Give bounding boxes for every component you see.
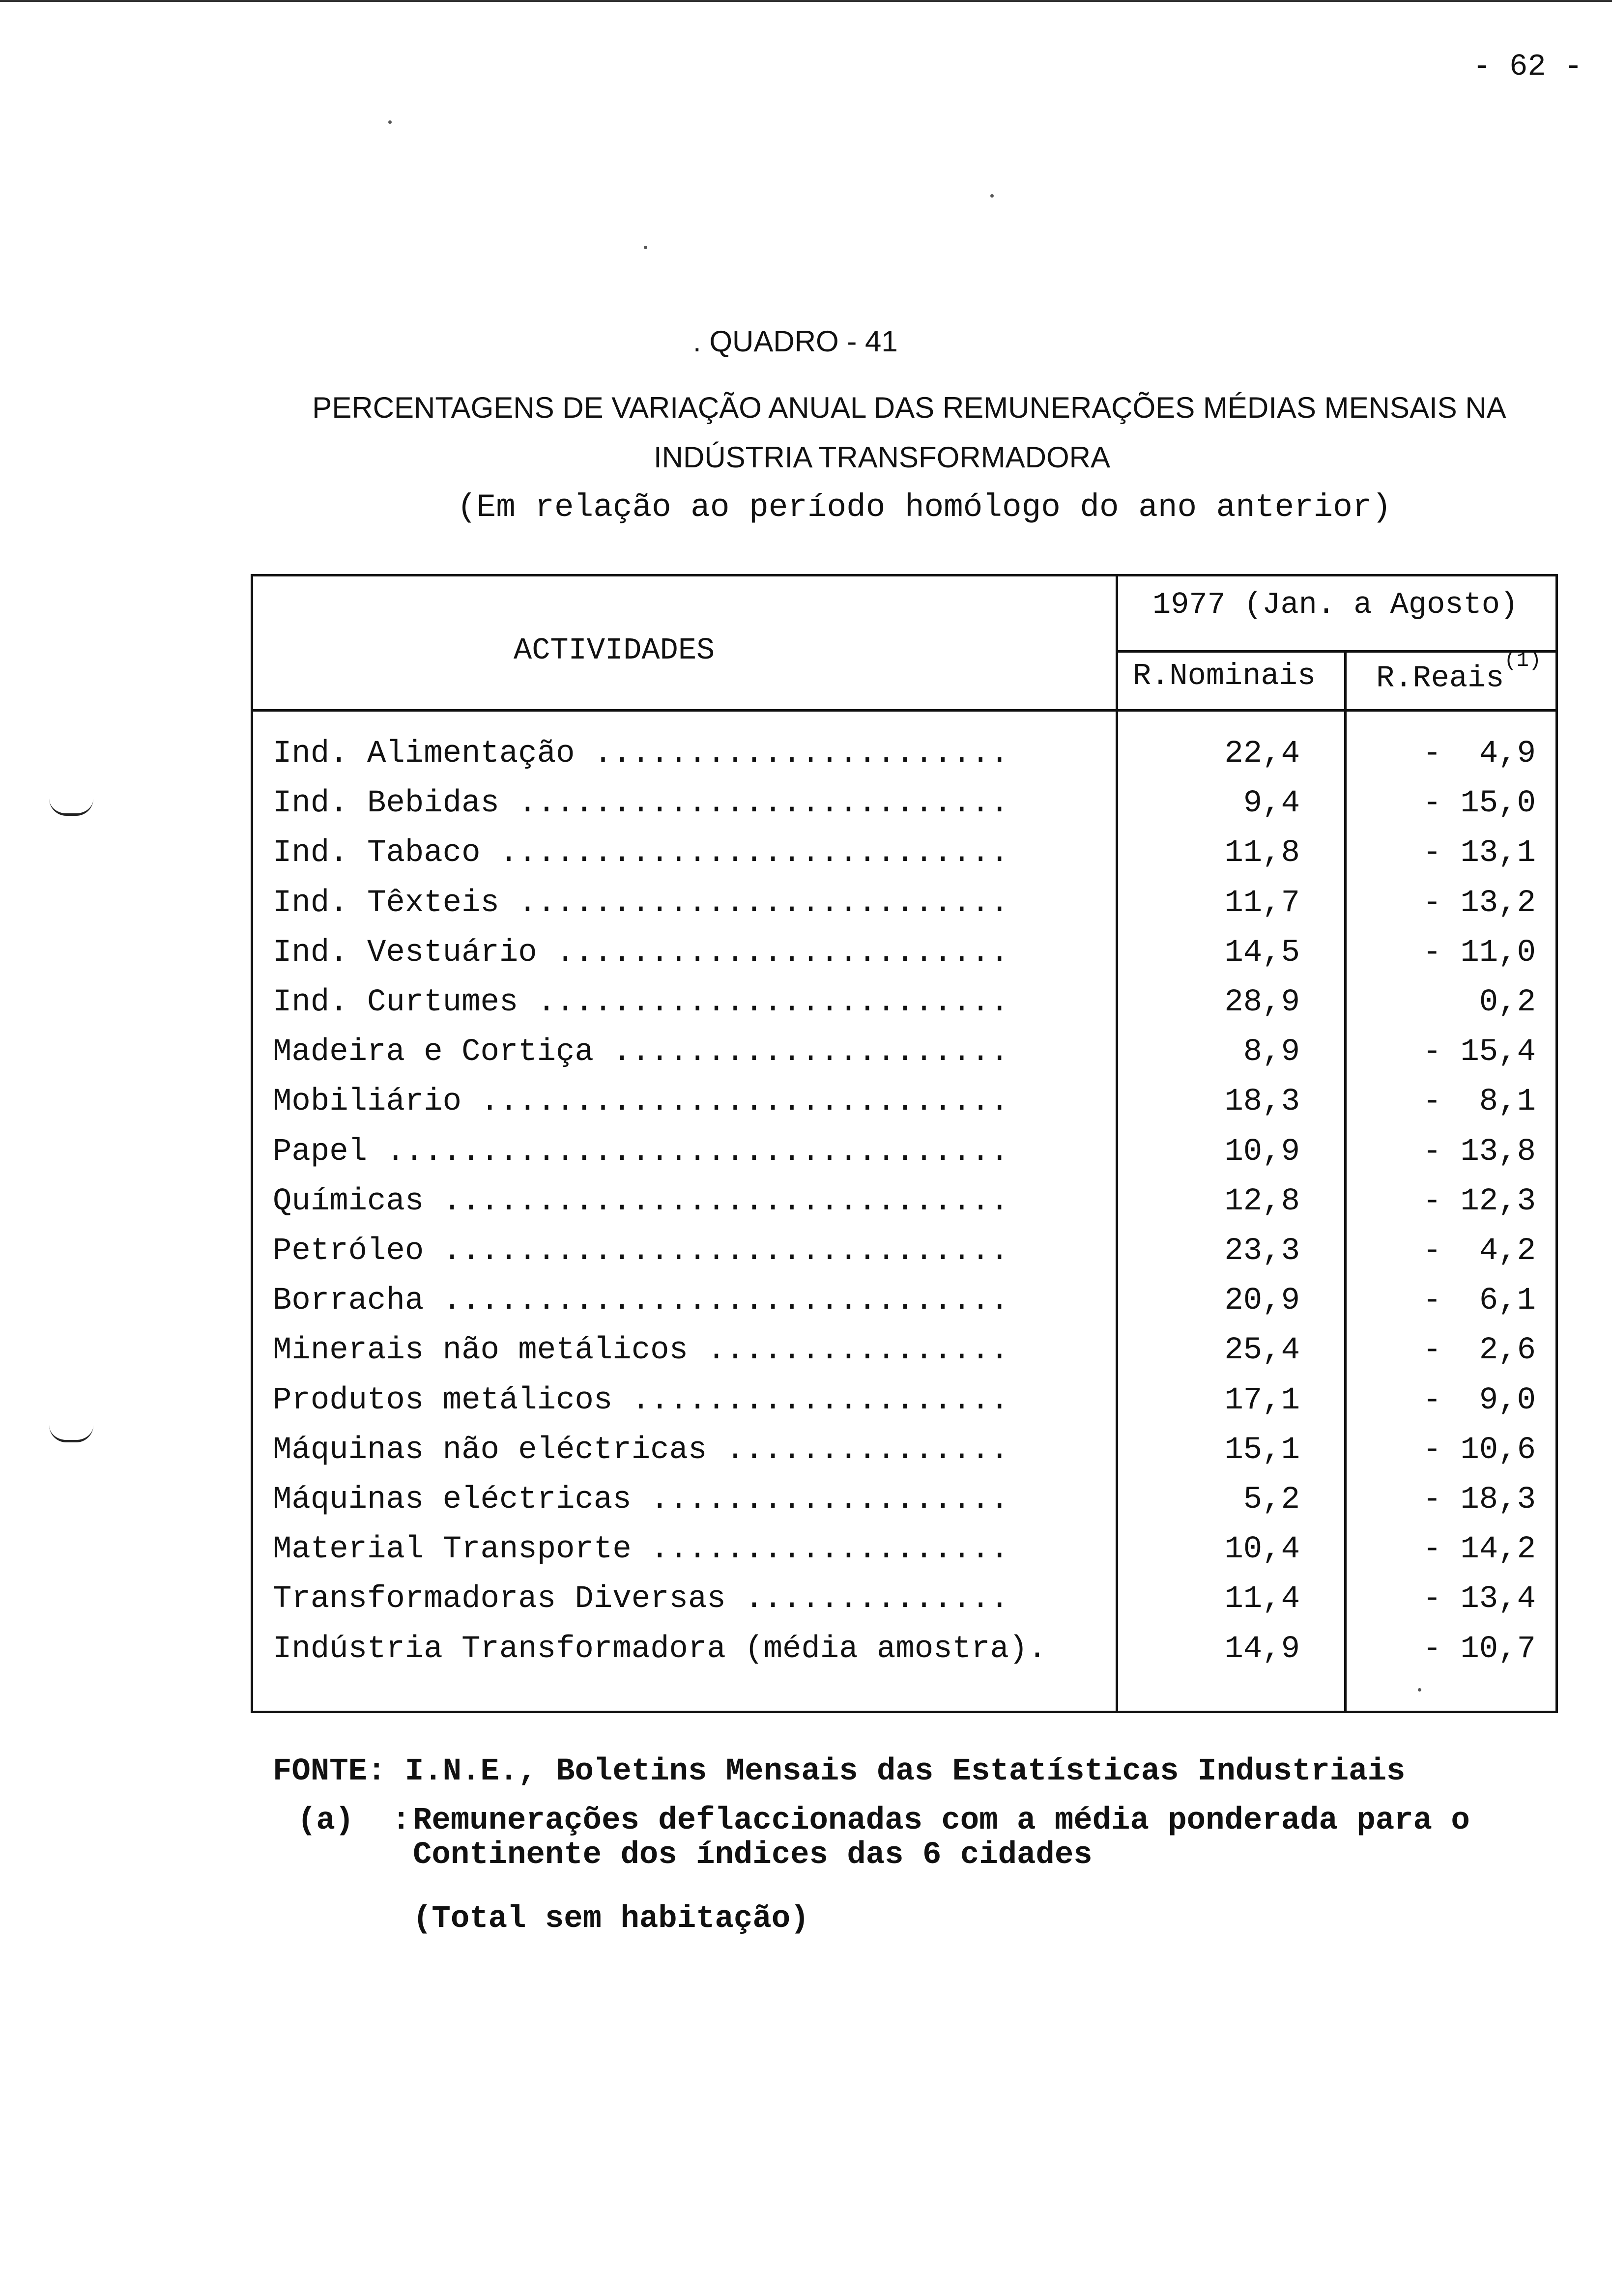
header-real-label: R.Reais	[1376, 660, 1504, 696]
activity-name: Máquinas eléctricas ...................	[273, 1482, 1009, 1518]
activity-name: Ind. Curtumes .........................	[273, 985, 1009, 1020]
nominal-value: 15,1	[1224, 1432, 1300, 1468]
table-row	[253, 786, 1555, 835]
header-activities: ACTIVIDADES	[514, 633, 715, 668]
activity-name: Minerais não metálicos ................	[273, 1333, 1009, 1369]
header-period: 1977 (Jan. a Agosto)	[1152, 587, 1519, 622]
real-value: - 15,0	[1422, 786, 1536, 822]
activity-name: Borracha ..............................	[273, 1283, 1009, 1319]
real-value: - 15,4	[1422, 1034, 1536, 1070]
nominal-value: 11,4	[1224, 1581, 1300, 1617]
table-row	[253, 1084, 1555, 1134]
top-rule	[0, 0, 1612, 2]
table-row	[253, 1383, 1555, 1433]
real-value: - 14,2	[1422, 1532, 1536, 1568]
page-title-line-2: INDÚSTRIA TRANSFORMADORA	[654, 441, 1110, 474]
real-value: - 11,0	[1422, 935, 1536, 971]
header-real	[1376, 649, 1542, 696]
table-number: . QUADRO - 41	[693, 325, 898, 358]
nominal-value: 5,2	[1243, 1482, 1300, 1518]
activity-name: Produtos metálicos ....................	[273, 1382, 1009, 1418]
nominal-value: 12,8	[1224, 1183, 1300, 1219]
source-note: FONTE: I.N.E., Boletins Mensais das Estatísticas Industriais	[273, 1754, 1406, 1789]
real-value: - 10,7	[1422, 1631, 1536, 1667]
real-value: - 6,1	[1422, 1283, 1536, 1319]
header-bottom-rule	[253, 709, 1555, 712]
footnote-label: (a) :	[297, 1803, 411, 1838]
nominal-value: 10,4	[1224, 1532, 1300, 1568]
table-row	[253, 1632, 1555, 1681]
real-value: - 13,1	[1422, 835, 1536, 871]
nominal-value: 14,5	[1224, 935, 1300, 971]
nominal-value: 25,4	[1224, 1333, 1300, 1369]
footnote-text: Remunerações deflaccionadas com a média ponderada para o Continente dos índices das 6 cidades	[413, 1803, 1470, 1873]
nominal-value: 10,9	[1224, 1134, 1300, 1170]
page-subtitle: (Em relação ao período homólogo do ano anterior)	[457, 489, 1392, 526]
activity-name: Ind. Têxteis ..........................	[273, 885, 1009, 921]
margin-mark	[49, 799, 93, 816]
nominal-value: 14,9	[1224, 1631, 1300, 1667]
activity-name: Papel .................................	[273, 1134, 1009, 1170]
activity-name: Ind. Alimentação ......................	[273, 736, 1009, 772]
nominal-value: 22,4	[1224, 736, 1300, 772]
real-value: - 12,3	[1422, 1183, 1536, 1219]
margin-mark	[49, 1425, 93, 1442]
activity-name: Ind. Bebidas ..........................	[273, 786, 1009, 822]
nominal-value: 23,3	[1224, 1234, 1300, 1269]
activity-name: Ind. Vestuário ........................	[273, 935, 1009, 971]
nominal-value: 9,4	[1243, 786, 1300, 822]
table-row	[253, 1581, 1555, 1631]
activity-name: Máquinas não eléctricas ...............	[273, 1432, 1009, 1468]
activity-name: Ind. Tabaco ...........................	[273, 835, 1009, 871]
activity-name: Mobiliário ............................	[273, 1084, 1009, 1120]
table-row	[253, 935, 1555, 985]
real-value: - 2,6	[1422, 1333, 1536, 1369]
footnote-total: (Total sem habitação)	[413, 1901, 809, 1937]
activity-name: Indústria Transformadora (média amostra).	[273, 1631, 1047, 1667]
table-row	[253, 1532, 1555, 1581]
table-row	[253, 1234, 1555, 1283]
table-row	[253, 736, 1555, 786]
activity-name: Material Transporte ...................	[273, 1532, 1009, 1568]
activity-name: Químicas ..............................	[273, 1183, 1009, 1219]
table-row	[253, 1333, 1555, 1382]
activity-name: Transformadoras Diversas ..............	[273, 1581, 1009, 1617]
nominal-value: 28,9	[1224, 985, 1300, 1020]
real-value: - 9,0	[1422, 1382, 1536, 1418]
table-row	[253, 886, 1555, 935]
period-header-rule	[1116, 650, 1555, 653]
table-row	[253, 1433, 1555, 1482]
page-title-line-1: PERCENTAGENS DE VARIAÇÃO ANUAL DAS REMUNERAÇÕES MÉDIAS MENSAIS NA	[312, 391, 1506, 424]
real-value: - 13,2	[1422, 885, 1536, 921]
table-row	[253, 985, 1555, 1034]
data-table	[251, 574, 1558, 1713]
nominal-value: 20,9	[1224, 1283, 1300, 1319]
activity-name: Madeira e Cortiça .....................	[273, 1034, 1009, 1070]
scan-speck	[388, 120, 392, 124]
header-nominal: R.Nominais	[1133, 659, 1316, 693]
real-value: - 18,3	[1422, 1482, 1536, 1518]
real-value: - 8,1	[1422, 1084, 1536, 1120]
header-real-note: (1)	[1504, 649, 1542, 672]
real-value: - 13,4	[1422, 1581, 1536, 1617]
scan-speck	[1418, 1688, 1421, 1692]
table-row	[253, 1482, 1555, 1532]
activity-name: Petróleo ..............................	[273, 1234, 1009, 1269]
real-value: - 4,9	[1422, 736, 1536, 772]
nominal-value: 17,1	[1224, 1382, 1300, 1418]
table-row	[253, 1283, 1555, 1333]
table-row	[253, 1184, 1555, 1234]
scan-speck	[644, 246, 647, 249]
scan-speck	[990, 194, 994, 198]
nominal-value: 11,7	[1224, 885, 1300, 921]
table-row	[253, 835, 1555, 885]
real-value: - 10,6	[1422, 1432, 1536, 1468]
real-value: - 13,8	[1422, 1134, 1536, 1170]
table-row	[253, 1034, 1555, 1084]
nominal-value: 8,9	[1243, 1034, 1300, 1070]
real-value: 0,2	[1479, 985, 1536, 1020]
table-row	[253, 1134, 1555, 1184]
nominal-value: 11,8	[1224, 835, 1300, 871]
real-value: - 4,2	[1422, 1234, 1536, 1269]
page-number: - 62 -	[1472, 49, 1583, 84]
nominal-value: 18,3	[1224, 1084, 1300, 1120]
